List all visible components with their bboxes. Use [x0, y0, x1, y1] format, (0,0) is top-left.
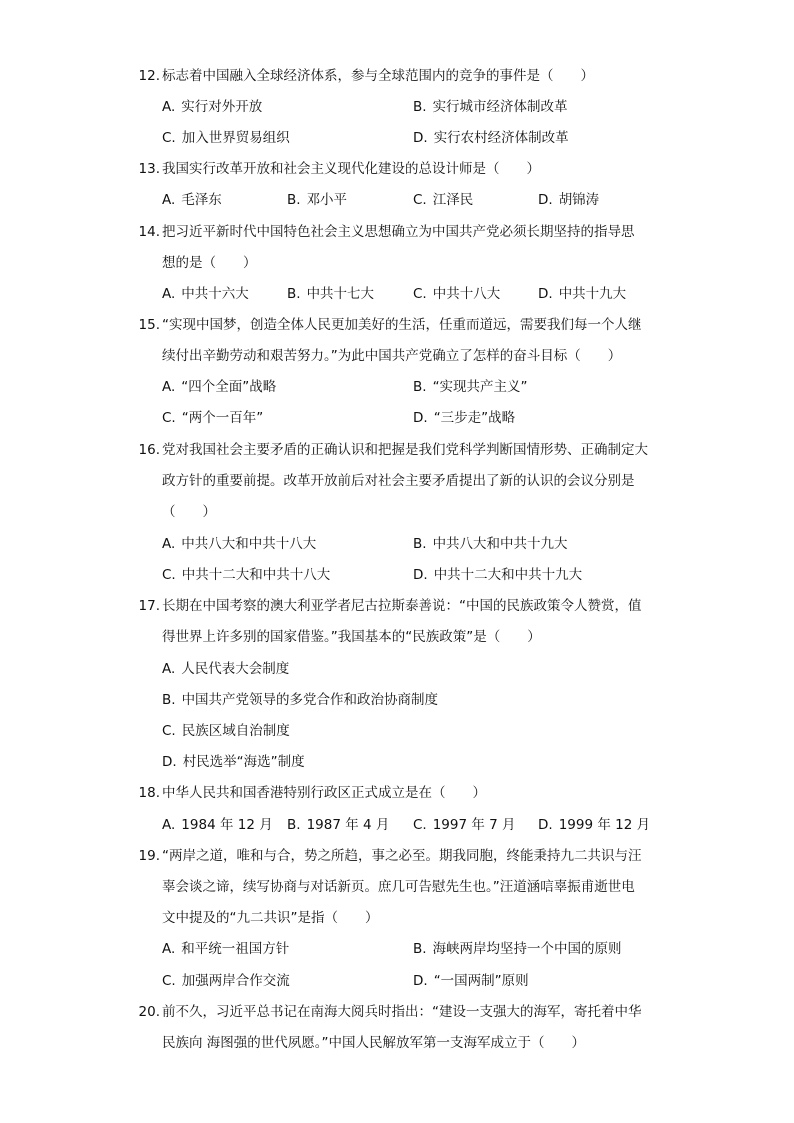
- option-a[interactable]: A. “四个全面”战略: [162, 379, 277, 395]
- option-b[interactable]: B. 邓小平: [287, 192, 348, 208]
- question-stem-line: 前不久，习近平总书记在南海大阅兵时指出：“建设一支强大的海军，寄托着中华: [162, 1004, 642, 1020]
- question-stem-line: 得世界上许多别的国家借鉴。”我国基本的“民族政策”是（ ）: [162, 629, 541, 645]
- question-number: 19.: [138, 848, 160, 864]
- option-c[interactable]: C. 江泽民: [413, 192, 474, 208]
- option-c[interactable]: C. 加入世界贸易组织: [162, 130, 290, 146]
- option-b[interactable]: B. 实行城市经济体制改革: [413, 99, 568, 115]
- option-c[interactable]: C. 加强两岸合作交流: [162, 973, 290, 989]
- question-stem-line: 续付出辛勤劳动和艰苦努力。”为此中国共产党确立了怎样的奋斗目标（ ）: [162, 348, 622, 364]
- option-c[interactable]: C. “两个一百年”: [162, 410, 264, 426]
- question-number: 16.: [138, 442, 160, 458]
- question-number: 13.: [138, 161, 160, 177]
- option-d[interactable]: D. 实行农村经济体制改革: [413, 130, 569, 146]
- question-stem-line: 文中提及的“九二共识”是指（ ）: [162, 910, 379, 926]
- option-a[interactable]: A. 中共八大和中共十八大: [162, 536, 317, 552]
- option-c[interactable]: C. 中共十八大: [413, 286, 501, 302]
- option-b[interactable]: B. 1987 年 4 月: [287, 817, 390, 833]
- question-stem-line: 标志着中国融入全球经济体系，参与全球范围内的竞争的事件是（ ）: [162, 68, 594, 84]
- option-d[interactable]: D. 1999 年 12 月: [538, 817, 651, 833]
- question-stem-line: 民族向 海图强的世代夙愿。”中国人民解放军第一支海军成立于（ ）: [162, 1035, 586, 1051]
- question-number: 18.: [138, 785, 160, 801]
- question-number: 15.: [138, 317, 160, 333]
- option-a[interactable]: A. 毛泽东: [162, 192, 222, 208]
- option-d[interactable]: D. 中共十二大和中共十九大: [413, 567, 583, 583]
- option-d[interactable]: D. 中共十九大: [538, 286, 627, 302]
- question-number: 17.: [138, 598, 160, 614]
- question-stem-line: 政方针的重要前提。改革开放前后对社会主要矛盾提出了新的认识的会议分别是: [162, 473, 635, 489]
- question-stem-line: 把习近平新时代中国特色社会主义思想确立为中国共产党必须长期坚持的指导思: [162, 224, 635, 240]
- question-stem-line: 长期在中国考察的澳大利亚学者尼古拉斯泰善说：“中国的民族政策令人赞赏，值: [162, 598, 642, 614]
- option-a[interactable]: A. 和平统一祖国方针: [162, 941, 290, 957]
- option-b[interactable]: B. 海峡两岸均坚持一个中国的原则: [413, 941, 622, 957]
- option-a[interactable]: A. 1984 年 12 月: [162, 817, 273, 833]
- question-stem-line: “实现中国梦，创造全体人民更加美好的生活，任重而道远，需要我们每一个人继: [162, 317, 642, 333]
- option-d[interactable]: D. 村民选举“海选”制度: [162, 754, 305, 770]
- question-number: 14.: [138, 224, 160, 240]
- question-number: 20.: [138, 1004, 160, 1020]
- question-stem-line: 想的是（ ）: [162, 255, 257, 271]
- option-a[interactable]: A. 中共十六大: [162, 286, 249, 302]
- question-stem-line: 我国实行改革开放和社会主义现代化建设的总设计师是（ ）: [162, 161, 540, 177]
- option-b[interactable]: B. 中国共产党领导的多党合作和政治协商制度: [162, 692, 439, 708]
- option-d[interactable]: D. “一国两制”原则: [413, 973, 529, 989]
- option-b[interactable]: B. 中共十七大: [287, 286, 375, 302]
- option-d[interactable]: D. 胡锦涛: [538, 192, 600, 208]
- option-b[interactable]: B. “实现共产主义”: [413, 379, 528, 395]
- question-stem-line: “两岸之道，唯和与合，势之所趋，事之必至。期我同胞，终能秉持九二共识与汪: [162, 848, 642, 864]
- option-a[interactable]: A. 人民代表大会制度: [162, 661, 290, 677]
- question-number: 12.: [138, 68, 160, 84]
- option-c[interactable]: C. 中共十二大和中共十八大: [162, 567, 331, 583]
- question-stem-line: 中华人民共和国香港特别行政区正式成立是在（ ）: [162, 785, 486, 801]
- question-stem-line: 党对我国社会主要矛盾的正确认识和把握是我们党科学判断国情形势、正确制定大: [162, 442, 648, 458]
- question-stem-line: 辜会谈之谛，续写协商与对话新页。庶几可告慰先生也。”汪道涵唁辜振甫逝世电: [162, 879, 635, 895]
- option-a[interactable]: A. 实行对外开放: [162, 99, 263, 115]
- question-stem-line: （ ）: [162, 504, 216, 520]
- option-c[interactable]: C. 1997 年 7 月: [413, 817, 516, 833]
- option-d[interactable]: D. “三步走”战略: [413, 410, 516, 426]
- option-b[interactable]: B. 中共八大和中共十九大: [413, 536, 568, 552]
- option-c[interactable]: C. 民族区域自治制度: [162, 723, 290, 739]
